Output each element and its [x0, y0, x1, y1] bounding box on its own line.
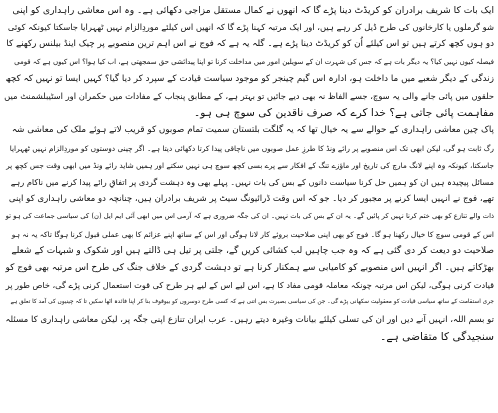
paragraph-line: جاسکتا، کیونکہ وہ اپنے لانگ مارچ کی تاریخ اور ماؤزے تنگ کے افکار سے پرے بسی کچھ سوچ ہی نہیں سکتے اور ہمیں شاید رائے ونڈ میں ابھی وقت جس کچھ پر — [6, 160, 494, 170]
paragraph-line: شو گرملوں یا کارخانوں کی طرح ڈیل کر رہے ہیں، اور ایک مرتبہ کہنا پڑے گا کہ انھیں اس کیلئے موردِالزام نہیں ٹھہرایا جاسکتا کیونکہ کوئی — [7, 22, 494, 33]
paragraph-line: مفاہمت پائی جاتی ہے؟ خدا کرے کہ صرف ناقدین کی سوچ ہی ہو۔ — [194, 107, 494, 120]
paragraph-line: ذات والے تنازع کو بھی ختم کرنا نہیں کر پائیں گے۔ یہ ان کے بس کی بات نہیں۔ ان کی جگہ ضروری ہے کہ آرمی اس میں ابھی آئی ایم ایل (ن) کی سیاسی جماعت کی ہو تو — [5, 212, 494, 221]
paragraph-2 — [4, 122, 494, 346]
paragraph-line: قیادت کرنی ہوگی، لیکن اس مرتبہ چونکہ معاملہ قومی مفاد کا ہے، اس لیے اس کے لیے ہر طرح کی قوت استعمال کرنی پڑے گی، خاص طور پر — [5, 280, 494, 291]
paragraph-line: حلقوں میں پائی جانے والی یہ سوچ، جسے الفاظ نہ بھی دیے جائیں تو بہتر ہے، کے مطابق پنجاب کے مفادات میں حکمران اور اسٹیبلشمنٹ میں — [4, 91, 494, 102]
paragraph-line: پاک چین معاشی راہداری کے حوالے سے یہ خیال تھا کہ یہ گلگت بلتستان سمیت تمام صوبوں کو قریب لاتے ہوئے ملک کی معاشی شہ — [11, 125, 494, 136]
paragraph-line: تھے، فوج نے انہیں ایسا کرنے پر مجبور کر دیا۔ جو کہ اس وقت ڈرائیونگ سیٹ پر شریف برادران ہیں، چنانچہ دو معاشی راہداری کو اپنی — [8, 194, 494, 205]
paragraph-line: بھڑکاتے ہیں۔ اگر انہیں اس منصوبے کو کامیابی سے ہمکنار کرنا ہے تو دہشت گردی کے خلاف جنگ کی طرح اس مرتبہ بھی فوج کو — [5, 263, 494, 274]
paragraph-line: سنجیدگی کا متقاضی ہے۔ — [380, 330, 494, 343]
paragraph-line: صلاحیت دو دیعت کر دی گئی ہے کہ وہ جب چاہیں لب کشائی کریں گے، جلتی پر تیل ہی ڈالتے ہیں اور شکوک و شبہات کے شعلے — [11, 245, 494, 256]
paragraph-line: جری استقامت کے ساتھ سیاسی قیادت کو معقولیت سکھانی پڑے گی۔ جن کی سیاسی بصیرت بس اتنی ہے کہ کسی طرح دوسروں کو بیوقوف بنا کر اپنا فائدہ اٹھا سکیں تا کہ چینیوں کی آمد کا تعلق ہے — [10, 299, 494, 306]
paragraph-line: ایک بات کا شریف برادران کو کریڈٹ دینا پڑے گا کہ انھوں نے کمال مستقل مزاجی دکھائی ہے۔ وہ اس معاشی راہداری کو اپنی — [12, 5, 494, 16]
paragraph-line: فیصلہ کیوں نہیں کیا؟ یہ دیگر بات ہے کہ جس کی شہرت ان کے سویلین امور میں مداخلت کرنا تو اپنا پیدائشی حق سمجھتی ہے، اب کیا ہوا؟ اس کیوں ہے کہ قومی — [14, 57, 494, 66]
paragraph-line: زندگی کے دیگر شعبے میں ما داخلت ہو، ادارہ اس گیم چینجر کو موجود سیاست قیادت کے سپرد کر دیا گیا؟ کہیں ایسا تو نہیں کہ کچھ — [5, 73, 494, 84]
paragraph-line: دو ہوں کچھ کرتے ہیں تو اس کیلئے اُن کو کریڈٹ دینا پڑے ہے۔ گلہ یہ ہے کہ فوج نے اس اہم ترین منصوبے پر چیک اینڈ بیلنس رکھنے کا — [6, 39, 494, 50]
paragraph-line: رگ ثابت ہو گی، لیکن ابھی تک اس منصوبے پر رائے ونڈ کا طرزِ عمل صوبوں میں ناچاقی پیدا کرتا دکھائی دیتا ہے۔ اگر چینی دوستوں کو موردِالزام نہیں ٹھہرایا — [9, 143, 494, 153]
paragraph-line: تو بسم اللہ، انہیں آنے دیں اور ان کی تسلی کیلئے بیانات وغیرہ دیتے رہیں۔ عرب ایران تنازع اپنی جگہ پر، لیکن معاشی راہداری کا مسئلہ — [5, 314, 494, 325]
paragraph-1 — [4, 2, 494, 122]
paragraph-line: مسائل پیچیدہ ہیں ان کو ہمیں حل کرنا سیاست دانوں کے بس کی بات نہیں۔ پہلے بھی وہ دہشت گردی پر اتفاقِ رائے پیدا کرنے میں ناکام رہے — [10, 177, 494, 188]
paragraph-line: اس کے قومی سوچ کا خیال رکھنا ہو گا۔ فوج کو بھی اپنی صلاحیت بروئے کار لانا ہوگی اور اس کے ساتھ اپنے عزائم کا بھی عملی قبول کرنا ہوگا تاکہ یہ نہ ہو — [11, 229, 494, 239]
